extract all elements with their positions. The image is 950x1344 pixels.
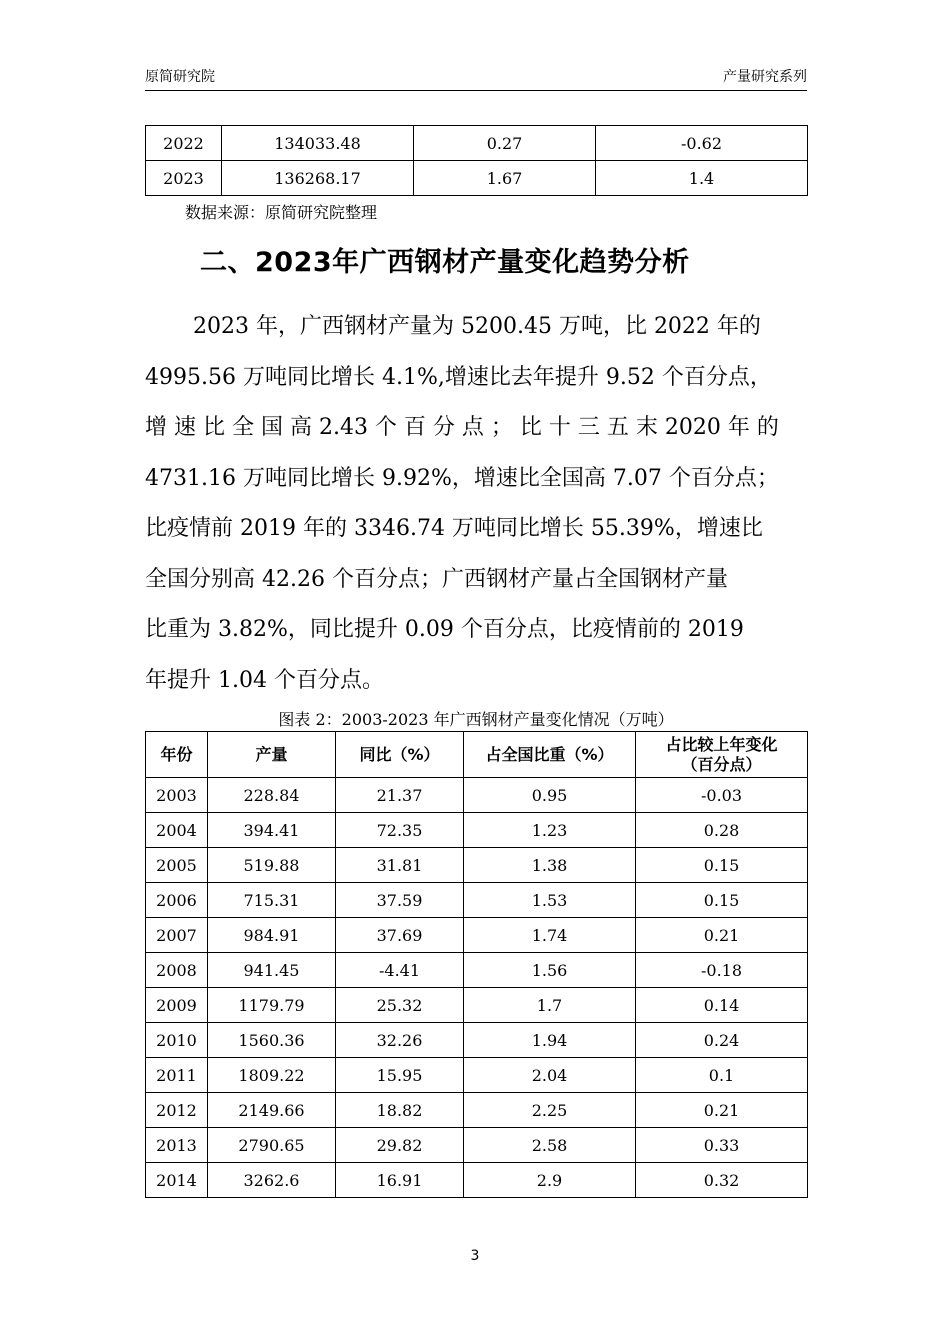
table-cell: 1560.36: [208, 1023, 336, 1058]
table-cell: 1.23: [464, 813, 636, 848]
table-cell: 2.9: [464, 1163, 636, 1198]
table-cell: 2003: [146, 778, 208, 813]
table-cell: 2013: [146, 1128, 208, 1163]
table-cell: 1.56: [464, 953, 636, 988]
table-cell: 2006: [146, 883, 208, 918]
table-row: [146, 1093, 808, 1128]
paragraph-line: 2023 年，广西钢材产量为 5200.45 万吨，比 2022 年的: [193, 314, 761, 339]
table-cell: 0.1: [636, 1058, 808, 1093]
table-row: [146, 778, 808, 813]
header-national-share: 占全国比重（%）: [464, 732, 636, 778]
table-cell: 394.41: [208, 813, 336, 848]
table-cell: -4.41: [336, 953, 464, 988]
table-cell: 0.24: [636, 1023, 808, 1058]
table-cell: 2009: [146, 988, 208, 1023]
table-row: [146, 953, 808, 988]
table-cell: 2.58: [464, 1128, 636, 1163]
table-cell: -0.62: [596, 126, 808, 161]
table-cell: 18.82: [336, 1093, 464, 1128]
table-row: [146, 1058, 808, 1093]
table-row: [146, 1163, 808, 1198]
continued-data-table: [145, 125, 808, 196]
table-cell: -0.03: [636, 778, 808, 813]
table-cell: 16.91: [336, 1163, 464, 1198]
table-cell: 2007: [146, 918, 208, 953]
table-cell: 0.21: [636, 918, 808, 953]
table-cell: 1.94: [464, 1023, 636, 1058]
paragraph-line: 全国分别高 42.26 个百分点；广西钢材产量占全国钢材产量: [145, 566, 728, 592]
table-cell: 1.67: [414, 161, 596, 196]
table-cell: 2004: [146, 813, 208, 848]
table-cell: 1.53: [464, 883, 636, 918]
table-cell: 72.35: [336, 813, 464, 848]
table-cell: 136268.17: [222, 161, 414, 196]
header-series-name: 产量研究系列: [723, 69, 807, 85]
section-title: 二、2023年广西钢材产量变化趋势分析: [200, 247, 690, 278]
table-cell: 984.91: [208, 918, 336, 953]
table-cell: 0.21: [636, 1093, 808, 1128]
table-cell: 2790.65: [208, 1128, 336, 1163]
paragraph-line: 增 速 比 全 国 高 2.43 个 百 分 点 ； 比 十 三 五 末 2020 年 的: [145, 415, 779, 440]
table-cell: 0.15: [636, 848, 808, 883]
table-cell: 2149.66: [208, 1093, 336, 1128]
table-cell: 2023: [146, 161, 222, 196]
table-cell: 0.33: [636, 1128, 808, 1163]
table-cell: 3262.6: [208, 1163, 336, 1198]
table-cell: 519.88: [208, 848, 336, 883]
table-cell: 1179.79: [208, 988, 336, 1023]
table-cell: 21.37: [336, 778, 464, 813]
table-cell: 228.84: [208, 778, 336, 813]
table-cell: 2014: [146, 1163, 208, 1198]
table-cell: -0.18: [636, 953, 808, 988]
header-year: 年份: [146, 732, 208, 778]
table-cell: 0.15: [636, 883, 808, 918]
data-source-note: 数据来源：原简研究院整理: [185, 203, 378, 222]
body-paragraph: [145, 302, 810, 706]
table-cell: 2010: [146, 1023, 208, 1058]
table-row: [146, 1023, 808, 1058]
table-cell: 2.25: [464, 1093, 636, 1128]
table-cell: 37.59: [336, 883, 464, 918]
header-share-change-line1: 占比较上年变化: [665, 734, 778, 754]
page-number: 3: [470, 1248, 480, 1264]
table-cell: 941.45: [208, 953, 336, 988]
production-table: [145, 731, 808, 1198]
table-cell: 2.04: [464, 1058, 636, 1093]
table-cell: 1.74: [464, 918, 636, 953]
table-cell: 1.7: [464, 988, 636, 1023]
table-row: [146, 1128, 808, 1163]
table-cell: 1809.22: [208, 1058, 336, 1093]
header-share-change-line2: （百分点）: [681, 754, 762, 774]
table-cell: 31.81: [336, 848, 464, 883]
paragraph-line: 比疫情前 2019 年的 3346.74 万吨同比增长 55.39%，增速比: [145, 516, 763, 541]
table-row: [146, 126, 808, 161]
table-cell: 715.31: [208, 883, 336, 918]
table-cell: 15.95: [336, 1058, 464, 1093]
page-header: [145, 64, 807, 91]
paragraph-line: 4731.16 万吨同比增长 9.92%，增速比全国高 7.07 个百分点；: [145, 465, 779, 491]
table-cell: 0.95: [464, 778, 636, 813]
table-cell: 0.27: [414, 126, 596, 161]
paragraph-line: 年提升 1.04 个百分点。: [145, 667, 384, 693]
table-cell: 1.38: [464, 848, 636, 883]
table-cell: 25.32: [336, 988, 464, 1023]
table-row: [146, 883, 808, 918]
table-row: [146, 813, 808, 848]
paragraph-line: 4995.56 万吨同比增长 4.1%,增速比去年提升 9.52 个百分点，: [145, 364, 772, 390]
table-cell: 0.28: [636, 813, 808, 848]
table-cell: 2011: [146, 1058, 208, 1093]
table-row: [146, 161, 808, 196]
table-caption: 图表 2：2003-2023 年广西钢材产量变化情况（万吨）: [278, 710, 674, 729]
table-cell: 134033.48: [222, 126, 414, 161]
table-cell: 37.69: [336, 918, 464, 953]
table-cell: 2012: [146, 1093, 208, 1128]
paragraph-line: 比重为 3.82%，同比提升 0.09 个百分点，比疫情前的 2019: [145, 617, 744, 642]
table-row: [146, 988, 808, 1023]
header-org-name: 原简研究院: [145, 69, 215, 85]
table-header-row: [146, 732, 808, 778]
table-cell: 1.4: [596, 161, 808, 196]
table-row: [146, 918, 808, 953]
header-yoy: 同比（%）: [336, 732, 464, 778]
table-cell: 2005: [146, 848, 208, 883]
table-cell: 0.32: [636, 1163, 808, 1198]
table-cell: 2008: [146, 953, 208, 988]
table-row: [146, 848, 808, 883]
table-cell: 2022: [146, 126, 222, 161]
table-cell: 29.82: [336, 1128, 464, 1163]
header-output: 产量: [208, 732, 336, 778]
table-cell: 32.26: [336, 1023, 464, 1058]
header-share-change: [636, 732, 808, 778]
table-cell: 0.14: [636, 988, 808, 1023]
